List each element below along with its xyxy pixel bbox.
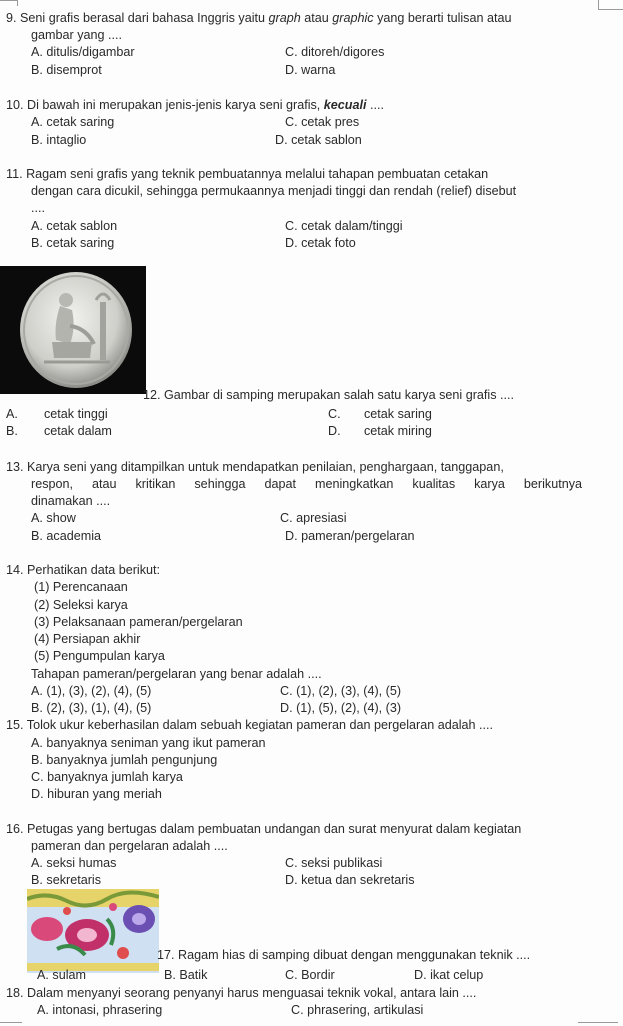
q14-question: Tahapan pameran/pergelaran yang benar adalah ....	[31, 667, 322, 681]
q16-stem-line1: 16. Petugas yang bertugas dalam pembuatan undangan dan surat menyurat dalam kegiatan	[6, 822, 522, 836]
q9-stem-line1: 9. Seni grafis berasal dari bahasa Inggris yaitu graph atau graphic yang berarti tulisan atau	[6, 11, 512, 25]
q14-option-b[interactable]: B. (2), (3), (1), (4), (5)	[31, 701, 152, 715]
q10-option-b[interactable]: B. intaglio	[31, 133, 87, 147]
q11-option-d[interactable]: D. cetak foto	[285, 236, 356, 250]
q18-option-c[interactable]: C. phrasering, artikulasi	[291, 1003, 424, 1017]
q17-stem: 17. Ragam hias di samping dibuat dengan menggunakan teknik ....	[157, 948, 531, 962]
q14-item-4: (4) Persiapan akhir	[34, 632, 141, 646]
q10-option-c[interactable]: C. cetak pres	[285, 115, 360, 129]
q11-option-c[interactable]: C. cetak dalam/tinggi	[285, 219, 403, 233]
q14-option-c[interactable]: C. (1), (2), (3), (4), (5)	[280, 684, 402, 698]
q10-stem: 10. Di bawah ini merupakan jenis-jenis karya seni grafis, kecuali ....	[6, 98, 385, 112]
q13-option-b[interactable]: B. academia	[31, 529, 102, 543]
q18-stem: 18. Dalam menyanyi seorang penyanyi harus menguasai teknik vokal, antara lain ....	[6, 986, 477, 1000]
q15-stem: 15. Tolok ukur keberhasilan dalam sebuah kegiatan pameran dan pergelaran adalah ....	[6, 718, 494, 732]
q13-stem-line2: respon, atau kritikan sehingga dapat meningkatkan kualitas karya berikutnya	[31, 477, 582, 491]
q17-option-c[interactable]: C. Bordir	[285, 968, 335, 982]
q12-option-a-letter[interactable]: A.	[6, 407, 18, 421]
q15-option-d[interactable]: D. hiburan yang meriah	[31, 787, 162, 801]
q12-option-c-text[interactable]: cetak saring	[364, 407, 432, 421]
relief-coin-image	[0, 266, 146, 394]
q15-option-b[interactable]: B. banyaknya jumlah pengunjung	[31, 753, 218, 767]
q9-option-c[interactable]: C. ditoreh/digores	[285, 45, 385, 59]
q11-option-b[interactable]: B. cetak saring	[31, 236, 115, 250]
q16-stem-line2: pameran dan pergelaran adalah ....	[31, 839, 228, 853]
q16-option-b[interactable]: B. sekretaris	[31, 873, 101, 887]
q17-option-a[interactable]: A. sulam	[37, 968, 86, 982]
coin-relief-illustration	[0, 266, 146, 394]
batik-pattern-image	[27, 889, 159, 973]
crop-mark-top-left	[0, 0, 18, 1]
q9-option-b[interactable]: B. disemprot	[31, 63, 102, 77]
q12-option-b-letter[interactable]: B.	[6, 424, 18, 438]
q13-option-d[interactable]: D. pameran/pergelaran	[285, 529, 415, 543]
q9-option-d[interactable]: D. warna	[285, 63, 336, 77]
batik-ornament-illustration	[27, 889, 159, 973]
q12-option-c-letter[interactable]: C.	[328, 407, 341, 421]
crop-mark-top-left-v	[17, 0, 18, 6]
q9-option-a[interactable]: A. ditulis/digambar	[31, 45, 135, 59]
q13-stem-line1: 13. Karya seni yang ditampilkan untuk mendapatkan penilaian, penghargaan, tanggapan,	[6, 460, 504, 474]
q10-option-d[interactable]: D. cetak sablon	[275, 133, 362, 147]
q11-stem-line1: 11. Ragam seni grafis yang teknik pembuatannya melalui tahapan pembuatan cetakan	[6, 167, 489, 181]
q9-stem-line2: gambar yang ....	[31, 28, 123, 42]
q14-option-d[interactable]: D. (1), (5), (2), (4), (3)	[280, 701, 402, 715]
q12-option-d-letter[interactable]: D.	[328, 424, 341, 438]
q15-option-a[interactable]: A. banyaknya seniman yang ikut pameran	[31, 736, 266, 750]
q13-option-a[interactable]: A. show	[31, 511, 76, 525]
q14-stem: 14. Perhatikan data berikut:	[6, 563, 161, 577]
q12-option-d-text[interactable]: cetak miring	[364, 424, 432, 438]
q18-option-a[interactable]: A. intonasi, phrasering	[37, 1003, 163, 1017]
crop-mark-bottom-right	[578, 1022, 618, 1023]
q14-item-3: (3) Pelaksanaan pameran/pergelaran	[34, 615, 243, 629]
q15-option-c[interactable]: C. banyaknya jumlah karya	[31, 770, 183, 784]
q14-item-2: (2) Seleksi karya	[34, 598, 128, 612]
crop-mark-bottom-left	[0, 1022, 22, 1023]
crop-mark-top-right-h	[598, 9, 623, 10]
q14-item-1: (1) Perencanaan	[34, 580, 128, 594]
q14-option-a[interactable]: A. (1), (3), (2), (4), (5)	[31, 684, 152, 698]
q16-option-d[interactable]: D. ketua dan sekretaris	[285, 873, 415, 887]
q11-option-a[interactable]: A. cetak sablon	[31, 219, 118, 233]
q13-option-c[interactable]: C. apresiasi	[280, 511, 347, 525]
q11-stem-line2: dengan cara dicukil, sehingga permukaannya menjadi tinggi dan rendah (relief) disebut	[31, 184, 517, 198]
q17-option-d[interactable]: D. ikat celup	[414, 968, 484, 982]
q10-option-a[interactable]: A. cetak saring	[31, 115, 115, 129]
q12-stem: 12. Gambar di samping merupakan salah satu karya seni grafis ....	[143, 388, 514, 402]
q13-stem-line3: dinamakan ....	[31, 494, 111, 508]
q17-option-b[interactable]: B. Batik	[164, 968, 208, 982]
q12-option-a-text[interactable]: cetak tinggi	[44, 407, 108, 421]
q12-option-b-text[interactable]: cetak dalam	[44, 424, 112, 438]
q16-option-a[interactable]: A. seksi humas	[31, 856, 117, 870]
q11-stem-line3: ....	[31, 201, 45, 215]
q16-option-c[interactable]: C. seksi publikasi	[285, 856, 383, 870]
q14-item-5: (5) Pengumpulan karya	[34, 649, 165, 663]
